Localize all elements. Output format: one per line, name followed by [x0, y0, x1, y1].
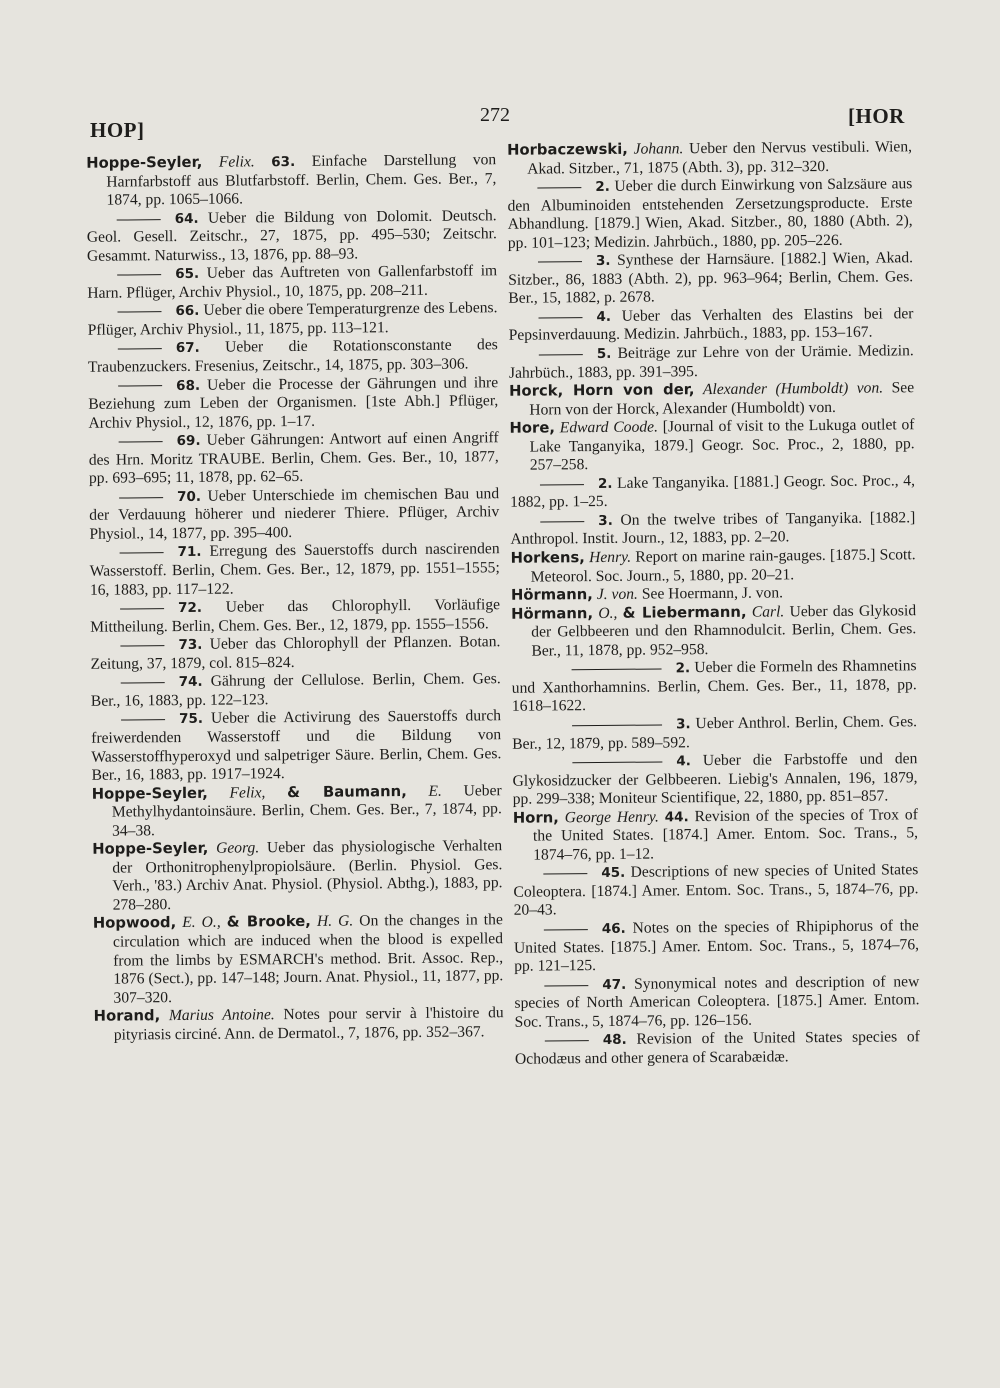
sub-entry [508, 250, 913, 309]
coauthor-name: & Baumann, [287, 782, 407, 801]
entry-number: 3. [675, 716, 691, 733]
entry-text: See Horn von der Horck, Alexander (Humboldt) von. [529, 379, 915, 419]
author-entry [86, 151, 496, 210]
entry-number: 3. [598, 512, 613, 529]
entry-text: Ueber Methylhydantoinsäure. Berlin, Chem. Ges. Ber., 7, 1874, pp. 34–38. [111, 781, 502, 840]
sub-entry [88, 337, 498, 378]
entry-text: Ueber die obere Temperaturgrenze des Lebens. Pflüger, Archiv Physiol., 11, 1875, pp. 113–121. [87, 299, 498, 339]
entry-number: 69. [176, 433, 201, 450]
ditto-rule [544, 929, 588, 930]
author-name: Hore, [509, 419, 556, 437]
entry-text: Notes pour servir à l'histoire du pityriasis circiné. Ann. de Dermatol., 7, 1876, pp. 352–367. [113, 1004, 504, 1044]
entry-text: Revision of the United States species of Ochodæus and other genera of Scarabæidæ. [514, 1028, 920, 1068]
sub-entry [89, 485, 499, 544]
coauthor-name: & Brooke, [226, 913, 311, 932]
right-column [507, 138, 920, 1069]
entry-number: 70. [177, 488, 202, 505]
entry-text: See Hoermann, J. von. [641, 584, 784, 603]
entry-number: 65. [175, 266, 200, 283]
sub-entry [90, 596, 500, 637]
given-name: J. von. [596, 585, 638, 604]
entry-number: 2. [595, 178, 610, 196]
entry-text: Revision of the species of Trox of the United States. [1874.] Amer. Entom. Soc. Trans., 5, 1874–76, pp. 1–12. [532, 805, 919, 864]
author-entry [92, 837, 503, 915]
entry-text: Ueber das Glykosid der Gelbbeeren und den Rhamnodulcit. Berlin, Chem. Ges. Ber., 11, 1878, pp. 952–958. [531, 601, 917, 660]
coauthor-name: & Liebermann, [622, 603, 747, 622]
ditto-rule [121, 719, 165, 720]
entry-text: Ueber den Nervus vestibuli. Wien, Akad. Sitzber., 71, 1875 (Abth. 3), pp. 312–320. [527, 138, 913, 178]
ditto-rule [119, 441, 163, 442]
author-entry [509, 379, 914, 420]
entry-number: 75. [178, 711, 204, 728]
entry-number: 46. [601, 920, 626, 937]
entry-text: Notes on the species of Rhipiphorus of the United States. [1875.] Amer. Entom. Soc. Trans., 5, 1874–76, pp. 121–125. [513, 917, 920, 975]
ditto-rule [540, 484, 584, 485]
entry-text: Erregung des Sauerstoffs durch nascirenden Wasserstoff. Berlin, Chem. Ges. Ber., 12, 1879, pp. 1551–1555; 16, 1883, pp. 117–122. [89, 540, 500, 599]
ditto-rule [572, 669, 662, 671]
entry-text: Ueber das physiologische Verhalten der Orthonitrophenylpropiolsäure. (Berlin. Physiol. Ges. Verh., '83.) Archiv Anat. Physiol. (Physiol. Abthg.), 1883, pp. 278–280. [112, 837, 503, 914]
sub-entry [515, 1028, 920, 1069]
ditto-rule [118, 349, 162, 350]
entry-text: Ueber Anthrol. Berlin, Chem. Ges. Ber., 12, 1879, pp. 589–592. [512, 713, 918, 753]
entry-text: Ueber das Chlorophyll der Pflanzen. Botan. Zeitung, 37, 1879, col. 815–824. [90, 633, 501, 673]
entry-text: Ueber die Bildung von Dolomit. Deutsch. Geol. Gesell. Zeitschr., 27, 1875, pp. 495–530; Zeitschr. Gesammt. Naturwiss., 13, 1876, pp. 88–93. [86, 206, 497, 265]
sub-entry [88, 374, 498, 433]
entry-number: 44. [664, 808, 689, 826]
ditto-rule [121, 682, 165, 683]
entry-text: Beiträge zur Lehre von der Urämie. Medizin. Jahrbüch., 1883, pp. 391–395. [508, 342, 914, 382]
sub-entry [514, 917, 919, 976]
author-entry [94, 1004, 504, 1045]
author-name: Horbaczewski, [506, 140, 628, 159]
given-name: Edward Coode. [559, 418, 659, 437]
author-entry [93, 912, 504, 1008]
sub-entry [87, 207, 497, 266]
author-entry [509, 416, 914, 475]
sub-entry [509, 342, 914, 383]
entry-text: Ueber die Processe der Gährungen und ihre Beziehung zum Leben der Organismen. [1ste Abh.] Pflüger, Archiv Physiol., 12, 1876, pp. 1–17. [88, 373, 499, 432]
author-entry [92, 782, 502, 841]
entry-number: 72. [178, 599, 203, 617]
sub-entry [91, 671, 501, 712]
author-name: Horck, Horn von der, [509, 381, 695, 400]
ditto-rule [117, 219, 161, 220]
sub-entry [512, 750, 917, 809]
entry-number: 68. [176, 377, 201, 394]
sub-entry [512, 713, 917, 754]
author-name: Hörmann, [510, 586, 593, 604]
given-name: Johann. [633, 140, 684, 158]
entry-number: 2. [597, 475, 613, 492]
sub-entry [511, 658, 916, 717]
entry-text: Ueber die durch Einwirkung von Salzsäure aus den Albuminoiden entstehenden Zersetzungsproducte. Erste Abhandlung. [1879.] Wien, Akad. Sitzber., 80, 1880 (Abth. 2), pp. 101–123; Medizin. Jahrbüch., 1880, pp. 205–226. [507, 175, 913, 252]
ditto-rule [120, 553, 164, 554]
entry-number: 66. [175, 303, 200, 320]
ditto-rule [538, 261, 582, 262]
entry-number: 48. [602, 1032, 627, 1049]
entry-number: 73. [178, 637, 203, 654]
ditto-rule [544, 985, 588, 986]
ditto-rule [572, 761, 662, 763]
ditto-rule [120, 645, 164, 646]
author-name: Hoppe-Seyler, [91, 784, 208, 803]
ditto-rule [117, 311, 161, 312]
sub-entry [510, 472, 915, 513]
page-number: 272 [480, 104, 510, 126]
author-name: Horand, [93, 1007, 161, 1025]
entry-text: Synonymical notes and description of new species of North American Coleoptera. [1875.] Amer. Entom. Soc. Trans., 5, 1874–76, pp. 126–156. [514, 972, 920, 1031]
entry-number: 4. [676, 753, 691, 770]
entry-text: Lake Tanganyika. [1881.] Geogr. Soc. Proc., 4, 1882, pp. 1–25. [510, 472, 916, 512]
entry-text: Gährung der Cellulose. Berlin, Chem. Ges. Ber., 16, 1883, pp. 122–123. [90, 670, 501, 710]
sub-entry [514, 973, 919, 1032]
sub-entry [507, 175, 913, 253]
sub-entry [89, 429, 499, 488]
entry-number: 3. [595, 253, 611, 270]
sub-entry [513, 862, 918, 921]
entry-number: 63. [271, 153, 296, 171]
entry-number: 5. [596, 345, 612, 363]
ditto-rule [119, 497, 163, 498]
entry-number: 64. [174, 210, 199, 227]
author-entry [511, 546, 916, 587]
entry-text: Ueber das Verhalten des Elastins bei der Pepsinverdauung. Medizin. Jahrbüch., 1883, pp. 153–167. [508, 305, 914, 345]
entry-number: 67. [175, 340, 200, 357]
ditto-rule [540, 521, 584, 522]
ditto-rule [572, 724, 662, 726]
sub-entry [508, 305, 913, 346]
sub-entry [90, 633, 500, 674]
left-column [86, 151, 504, 1045]
entry-text: Ueber Gährungen: Antwort auf einen Angriff des Hrn. Moritz TRAUBE. Berlin, Chem. Ges. Ber., 10, 1877, pp. 693–695; 11, 1878, pp. 62–65. [88, 429, 499, 488]
author-entry [513, 806, 918, 865]
sub-entry [91, 708, 502, 786]
author-name: Horkens, [510, 549, 585, 567]
given-name: Felix. [218, 153, 255, 171]
entry-text: Ueber die Farbstoffe und den Glykosidzucker der Gelbbeeren. Liebig's Annalen, 196, 1879, pp. 299–338; Moniteur Scientifique, 22, 1880, pp. 851–857. [512, 750, 918, 808]
sub-entry [87, 263, 497, 304]
entry-number: 2. [675, 660, 691, 677]
entry-text: Ueber die Activirung des Sauerstoffs durch freiwerdenden Wasserstoff und die Bildung von Wasserstoffhyperoxyd und salpetriger Säure. Berlin, Chem. Ges. Ber., 16, 1883, pp. 1917–1924. [91, 707, 502, 784]
ditto-rule [120, 608, 164, 609]
given-name: Felix, [229, 783, 266, 802]
entry-text: Report on marine rain-gauges. [1875.] Scott. Meteorol. Soc. Journ., 5, 1880, pp. 20–21. [530, 546, 916, 586]
entry-text: [Journal of visit to the Lukuga outlet of Lake Tanganyika, 1879.] Geogr. Soc. Proc., 2, 1880, pp. 257–258. [529, 416, 915, 474]
author-name: Hörmann, [511, 604, 594, 623]
ditto-rule [539, 354, 583, 355]
entry-text: Ueber die Rotationsconstante des Traubenzuckers. Fresenius, Zeitschr., 14, 1875, pp. 303–306. [87, 336, 498, 376]
entry-number: 47. [602, 976, 627, 993]
ditto-rule [538, 317, 582, 318]
running-head-right: [HOR [848, 104, 905, 128]
author-name: Hopwood, [92, 914, 177, 933]
sub-entry [90, 541, 500, 600]
entry-text: Ueber das Chlorophyll. Vorläufige Mittheilung. Berlin, Chem. Ges. Ber., 12, 1879, pp. 1555–1556. [90, 596, 501, 636]
given-name: Alexander (Humboldt) von. [702, 379, 884, 399]
author-name: Horn, [512, 809, 559, 827]
author-entry [511, 602, 916, 661]
entry-text: Synthese der Harnsäure. [1882.] Wien, Akad. Sitzber., 86, 1883 (Abth. 2), pp. 963–964; Berlin, Chem. Ges. Ber., 15, 1882, p. 2678. [508, 249, 914, 308]
ditto-rule [537, 187, 581, 188]
entry-text: On the twelve tribes of Tanganyika. [1882.] Anthropol. Instit. Journ., 12, 1883, pp. 2–20. [510, 509, 916, 549]
entry-text: Descriptions of new species of United States Coleoptera. [1874.] Amer. Entom. Soc. Trans., 5, 1874–76, pp. 20–43. [513, 861, 919, 920]
ditto-rule [543, 873, 587, 874]
given-name: Marius Antoine. [168, 1006, 275, 1025]
author-name: Hoppe-Seyler, [86, 153, 203, 172]
entry-text: On the changes in the circulation which are induced when the blood is expelled from the limbs by ESMARCH's method. Brit. Assoc. Rep., 1876 (Sect.), pp. 147–148; Journ. Anat. Physiol., 11, 1877, pp. 307–320. [112, 911, 504, 1007]
given-name: O., [598, 604, 618, 622]
given-name: E. O., [182, 914, 221, 932]
entry-text: Ueber Unterschiede im chemischen Bau und der Verdauung höherer und niederer Thiere. Pflüger, Archiv Physiol., 14, 1877, pp. 395–400. [89, 485, 500, 543]
entry-number: 74. [178, 674, 203, 691]
author-entry [507, 138, 912, 179]
entry-number: 4. [596, 308, 612, 325]
given-name: Georg. [215, 839, 260, 857]
entry-number: 71. [177, 544, 202, 561]
coauthor-given-name: Carl. [751, 603, 785, 621]
given-name: George Henry. [564, 808, 659, 826]
running-head-left: HOP] [90, 118, 145, 142]
entry-number: 45. [601, 865, 626, 882]
sub-entry [510, 509, 915, 550]
entry-text: Ueber das Auftreten von Gallenfarbstoff im Harn. Pflüger, Archiv Physiol., 10, 1875, pp. 208–211. [87, 262, 498, 302]
given-name: Henry. [589, 548, 632, 567]
entry-text: Ueber die Formeln des Rhamnetins und Xanthorhamnins. Berlin, Chem. Ges. Ber., 11, 1878, pp. 1618–1622. [511, 657, 917, 716]
coauthor-given-name: H. G. [316, 912, 354, 931]
sub-entry [87, 300, 497, 341]
ditto-rule [117, 274, 161, 275]
coauthor-given-name: E. [428, 782, 442, 800]
entry-text: Einfache Darstellung von Harnfarbstoff aus Blutfarbstoff. Berlin, Chem. Ges. Ber., 7, 1874, pp. 1065–1066. [106, 151, 497, 209]
author-name: Hoppe-Seyler, [92, 840, 209, 859]
ditto-rule [118, 386, 162, 387]
ditto-rule [545, 1040, 589, 1041]
